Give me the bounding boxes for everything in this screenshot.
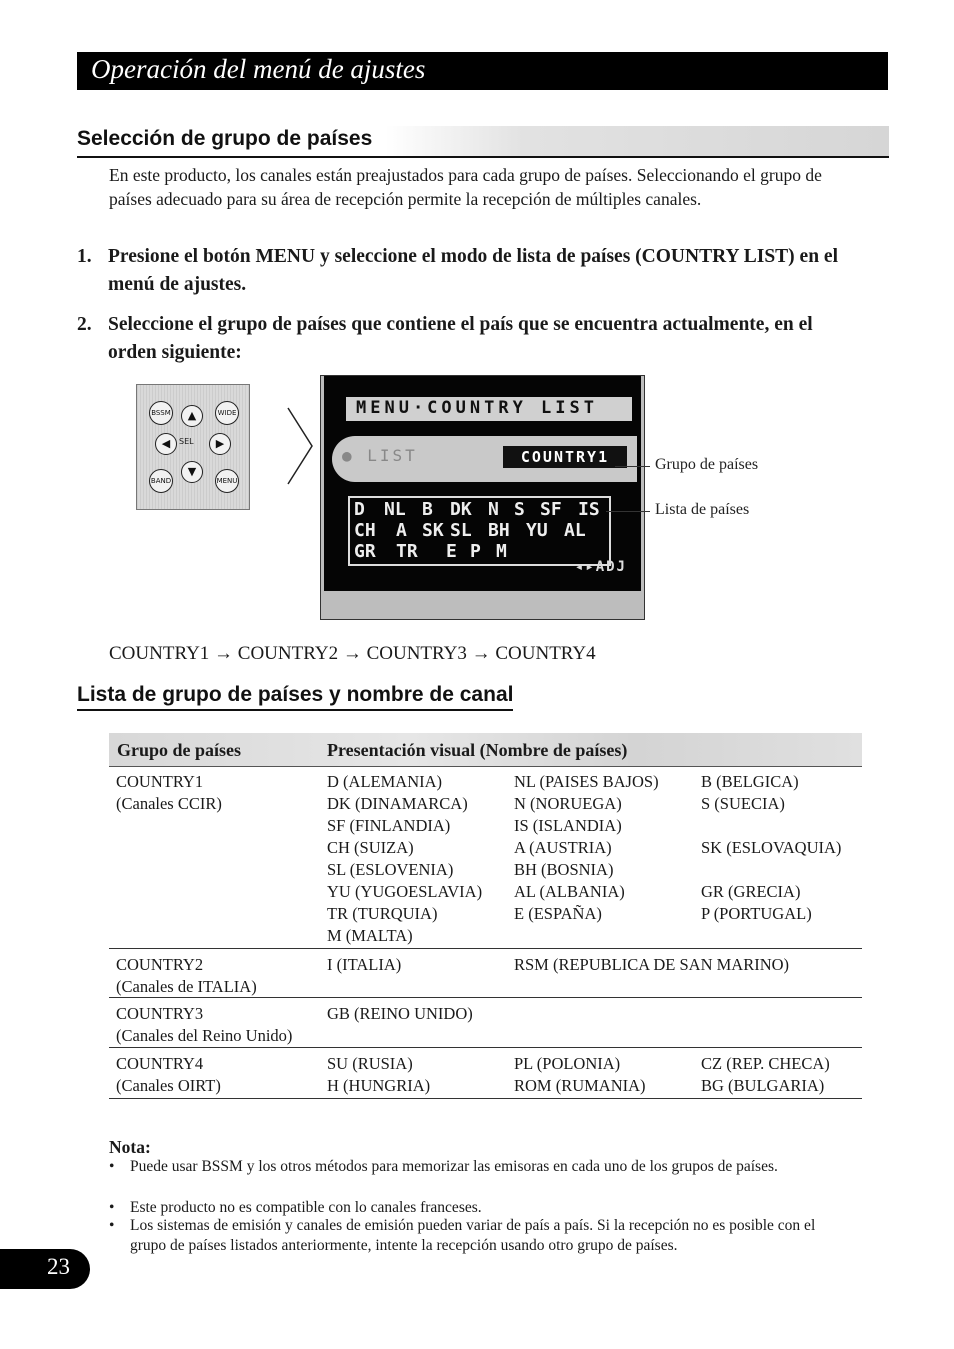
section-heading-country-list xyxy=(77,683,513,711)
step-1-number: 1. xyxy=(77,246,92,267)
table-row-divider xyxy=(109,997,862,998)
note-text: Los sistemas de emisión y canales de emisión pueden variar de país a país. Si la recepción no es posible con el grupo de países listados anteriormente, intente la recepción usando otro grupo de países. xyxy=(130,1217,816,1254)
table-cell-country: PL (POLONIA) xyxy=(514,1054,621,1073)
display-country-code: D xyxy=(354,499,365,520)
table-cell-country: RSM (REPUBLICA DE SAN MARINO) xyxy=(514,955,790,974)
display-adj: ◂▸ADJ xyxy=(574,559,627,575)
callout-country-group: Grupo de países xyxy=(655,456,759,473)
table-cell-country: BG (BULGARIA) xyxy=(701,1076,825,1095)
table-cell-country: TR (TURQUIA) xyxy=(327,904,438,923)
display-country-code: IS xyxy=(578,499,600,520)
step-2-number: 2. xyxy=(77,314,92,335)
note-text: Este producto no es compatible con lo canales franceses. xyxy=(130,1199,482,1216)
display-country-code: DK xyxy=(450,499,472,520)
table-row-group: COUNTRY1 xyxy=(116,772,204,791)
page-title-bar xyxy=(77,52,888,90)
column-header-group: Grupo de países xyxy=(117,740,242,760)
table-cell-country: S (SUECIA) xyxy=(701,794,785,813)
table-cell-country: GR (GRECIA) xyxy=(701,882,801,901)
display-country-code: B xyxy=(422,499,433,520)
wide-button: WIDE xyxy=(215,401,239,425)
table-cell-country: I (ITALIA) xyxy=(327,955,402,974)
section-heading-text: Lista de grupo de países y nombre de canal xyxy=(77,683,513,711)
display-header xyxy=(346,397,632,421)
table-cell-country: N (NORUEGA) xyxy=(514,794,622,813)
table-cell-country: IS (ISLANDIA) xyxy=(514,816,622,835)
table-cell-country: D (ALEMANIA) xyxy=(327,772,443,791)
table-cell-country: SF (FINLANDIA) xyxy=(327,816,451,835)
display-country-group: COUNTRY1 xyxy=(503,446,627,468)
table-cell-country: M (MALTA) xyxy=(327,926,413,945)
display-country-code: AL xyxy=(564,520,586,541)
display-list-label: ● LIST xyxy=(342,446,418,465)
display-mode-band xyxy=(332,436,637,482)
table-cell-country: E (ESPAÑA) xyxy=(514,904,602,923)
display-country-code: BH xyxy=(488,520,510,541)
display-country-code: NL xyxy=(384,499,406,520)
display-country-code: M xyxy=(496,541,507,562)
table-row-divider xyxy=(109,1098,862,1099)
callout-country-list: Lista de países xyxy=(655,501,750,518)
column-header-display: Presentación visual (Nombre de países) xyxy=(327,740,628,760)
sel-label: SEL xyxy=(179,437,194,446)
display-country-code: SK xyxy=(422,520,444,541)
table-cell-country: H (HUNGRIA) xyxy=(327,1076,431,1095)
bullet-icon: • xyxy=(109,1158,115,1175)
table-row-sub: (Canales del Reino Unido) xyxy=(116,1026,293,1045)
display-country-code: YU xyxy=(526,520,548,541)
table-header xyxy=(109,733,862,767)
table-cell-country: YU (YUGOESLAVIA) xyxy=(327,882,483,901)
table-cell-country: CH (SUIZA) xyxy=(327,838,414,857)
table-cell-country: ROM (RUMANIA) xyxy=(514,1076,646,1095)
table-row-group: COUNTRY3 xyxy=(116,1004,204,1023)
display-country-code: CH xyxy=(354,520,376,541)
display-country-code: N xyxy=(488,499,499,520)
display-screen xyxy=(324,376,641,591)
display-list-text: LIST xyxy=(367,446,418,465)
display-codes-row-1 xyxy=(354,499,609,521)
step-2-text: Seleccione el grupo de países que contiene el país que se encuentra actualmente, en el orden siguiente: xyxy=(108,314,813,363)
table-cell-country: BH (BOSNIA) xyxy=(514,860,614,879)
table-cell-country: NL (PAISES BAJOS) xyxy=(514,772,659,791)
remote-control-illustration xyxy=(136,384,250,510)
display-country-code: SF xyxy=(540,499,562,520)
menu-button: MENU xyxy=(215,469,239,493)
bullet-icon: • xyxy=(109,1217,115,1234)
page-number-tab xyxy=(0,1249,90,1289)
table-cell-country: DK (DINAMARCA) xyxy=(327,794,468,813)
display-country-code: GR xyxy=(354,541,376,562)
table-cell-country: AL (ALBANIA) xyxy=(514,882,625,901)
display-country-code: S xyxy=(514,499,525,520)
table-row-divider xyxy=(109,948,862,949)
country-sequence: COUNTRY1 → COUNTRY2 → COUNTRY3 → COUNTRY4 xyxy=(109,643,596,664)
display-codes-row-2 xyxy=(354,520,609,542)
table-cell-country: GB (REINO UNIDO) xyxy=(327,1004,473,1023)
section-heading-text: Selección de grupo de países xyxy=(77,127,373,150)
table-cell-country: SK (ESLOVAQUIA) xyxy=(701,838,842,857)
table-row-sub: (Canales OIRT) xyxy=(116,1076,221,1095)
step-1-text: Presione el botón MENU y seleccione el modo de lista de países (COUNTRY LIST) en el menú de ajustes. xyxy=(108,246,838,295)
table-cell-country: A (AUSTRIA) xyxy=(514,838,612,857)
display-header-text: MENU·COUNTRY LIST xyxy=(356,398,598,418)
table-cell-country: SU (RUSIA) xyxy=(327,1054,413,1073)
left-arrow-icon: ◀ xyxy=(155,433,177,455)
display-country-code: E xyxy=(446,541,457,562)
display-country-code: A xyxy=(396,520,407,541)
display-country-code: TR xyxy=(396,541,418,562)
table-cell-country: B (BELGICA) xyxy=(701,772,799,791)
table-row-sub: (Canales CCIR) xyxy=(116,794,222,813)
step-1 xyxy=(77,243,857,299)
callout-line-group xyxy=(615,466,650,467)
display-country-code: SL xyxy=(450,520,472,541)
note-text: Puede usar BSSM y los otros métodos para memorizar las emisoras en cada uno de los grupos de países. xyxy=(130,1158,778,1175)
display-illustration xyxy=(320,375,645,620)
band-button: BAND xyxy=(149,469,173,493)
up-arrow-icon: ▲ xyxy=(181,405,203,427)
pointer-arrow-icon xyxy=(286,406,316,486)
display-adj-text: ADJ xyxy=(595,559,627,575)
step-2 xyxy=(77,311,857,367)
bssm-button: BSSM xyxy=(149,401,173,425)
table-row-sub: (Canales de ITALIA) xyxy=(116,977,257,996)
down-arrow-icon: ▼ xyxy=(181,461,203,483)
section-heading-country-group xyxy=(77,126,889,158)
table-row-group: COUNTRY4 xyxy=(116,1054,204,1073)
table-row-divider xyxy=(109,1047,862,1048)
page-number: 23 xyxy=(47,1254,70,1279)
page-title: Operación del menú de ajustes xyxy=(91,54,426,84)
display-codes-row-3 xyxy=(354,541,609,563)
table-row-group: COUNTRY2 xyxy=(116,955,204,974)
table-cell-country: P (PORTUGAL) xyxy=(701,904,812,923)
intro-paragraph: En este producto, los canales están preajustados para cada grupo de países. Seleccionando el grupo de países adecuado para su área de recepción permite la recepción de múltiples canales. xyxy=(109,165,822,209)
right-arrow-icon: ▶ xyxy=(209,433,231,455)
table-cell-country: CZ (REP. CHECA) xyxy=(701,1054,830,1073)
display-country-code: P xyxy=(470,541,481,562)
display-country-codes xyxy=(348,496,611,566)
callout-line-list xyxy=(606,511,650,512)
note-title: Nota: xyxy=(109,1137,151,1157)
bullet-icon: • xyxy=(109,1199,115,1216)
table-cell-country: SL (ESLOVENIA) xyxy=(327,860,454,879)
